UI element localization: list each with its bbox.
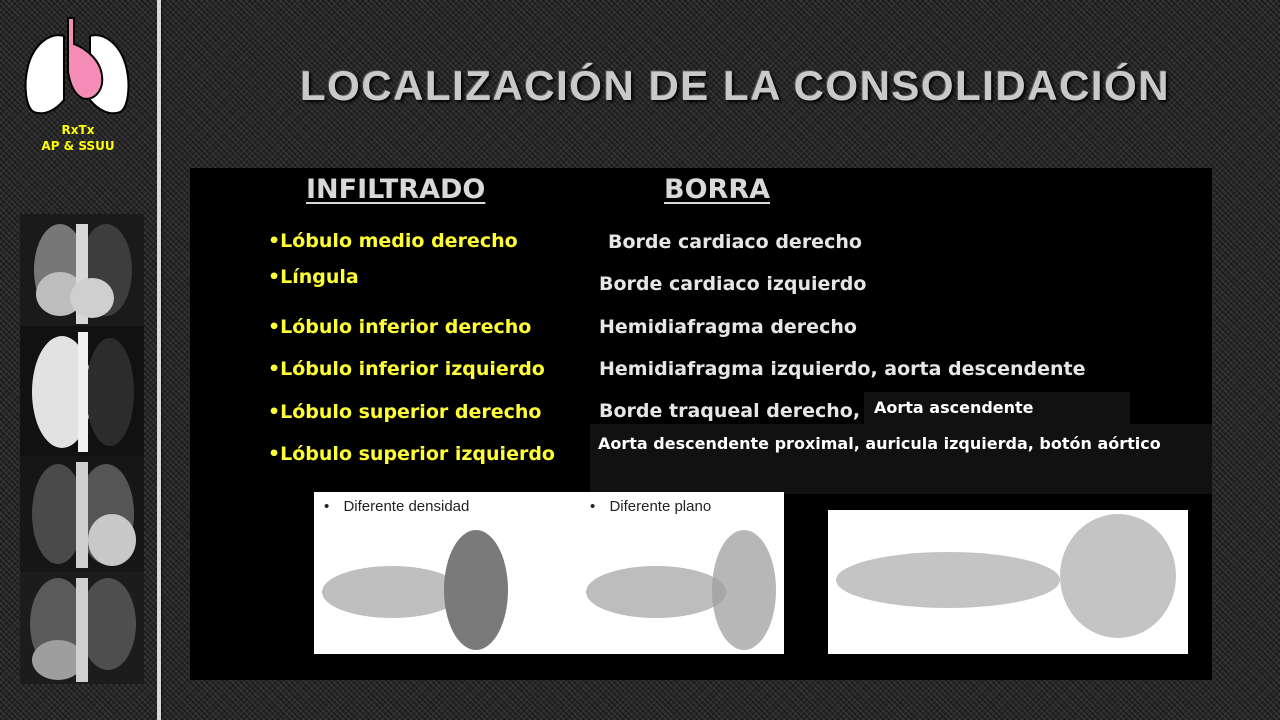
infiltrado-header: INFILTRADO xyxy=(306,174,486,205)
diagram-densidad-plano xyxy=(314,492,784,654)
borra-item: Borde cardiaco izquierdo xyxy=(599,273,867,295)
infiltrado-item: •Lóbulo inferior derecho xyxy=(268,316,532,338)
logo-caption-line2: AP & SSUU xyxy=(41,139,115,153)
label-text: Diferente densidad xyxy=(343,498,470,515)
diagram-densidad-plano-graphic xyxy=(314,492,784,654)
diagram-silhouette xyxy=(828,510,1188,654)
borra-item: Hemidiafragma derecho xyxy=(599,316,857,338)
label-diferente-plano xyxy=(590,498,711,515)
label-diferente-densidad xyxy=(324,498,469,515)
diagram-silhouette-graphic xyxy=(828,510,1188,654)
borra-item: Borde cardiaco derecho xyxy=(608,231,862,253)
logo-caption xyxy=(40,122,116,154)
xray-thumbnail-3 xyxy=(20,456,144,572)
infiltrado-item: •Lóbulo superior izquierdo xyxy=(268,443,555,465)
xray-thumbnail-2 xyxy=(20,326,144,456)
borra-item: Borde traqueal derecho, xyxy=(599,400,861,422)
sidebar-divider xyxy=(157,0,161,720)
infiltrado-item: •Lóbulo inferior izquierdo xyxy=(268,358,545,380)
xray-thumbnail-1 xyxy=(20,214,144,326)
page-title: LOCALIZACIÓN DE LA CONSOLIDACIÓN xyxy=(300,62,1171,109)
lungs-heart-icon xyxy=(20,14,134,118)
infiltrado-item: •Língula xyxy=(268,266,359,288)
logo-caption-line1: RxTx xyxy=(61,123,95,137)
infiltrado-item: •Lóbulo medio derecho xyxy=(268,230,518,252)
bullet-glyph: • xyxy=(324,498,330,515)
bullet-glyph: • xyxy=(590,498,596,515)
label-text: Diferente plano xyxy=(609,498,712,515)
callout-aorta-ascendente: Aorta ascendente xyxy=(864,392,1130,424)
callout-aorta-descendente: Aorta descendente proximal, auricula izquierda, botón aórtico xyxy=(590,424,1212,494)
infiltrado-item: •Lóbulo superior derecho xyxy=(268,401,542,423)
xray-thumbnail-4 xyxy=(20,572,144,684)
borra-item: Hemidiafragma izquierdo, aorta descendente xyxy=(599,358,1086,380)
borra-header: BORRA xyxy=(664,174,771,205)
